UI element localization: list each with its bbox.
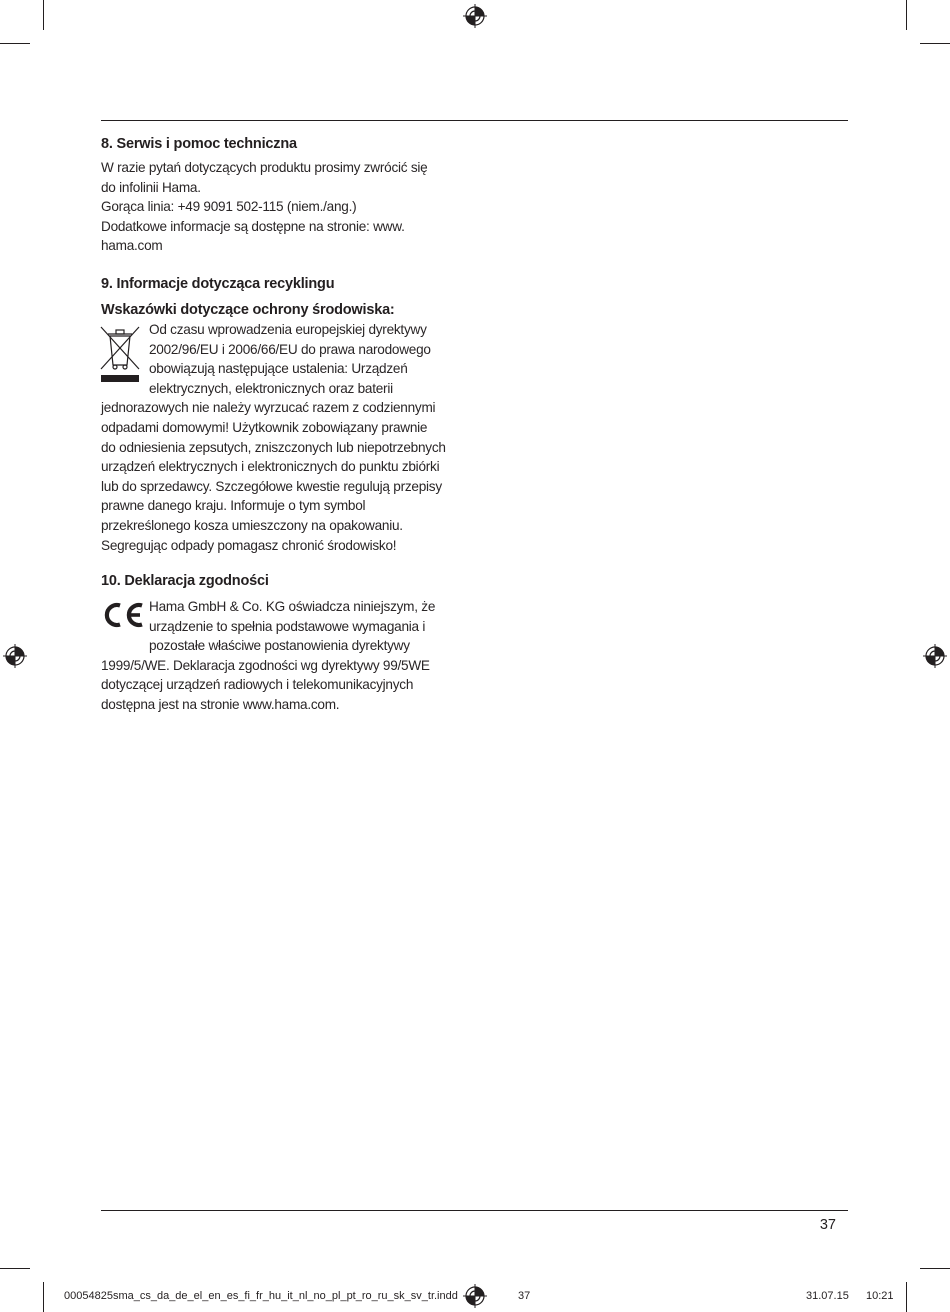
crop-mark-bottom-right-v [906,1282,907,1312]
body-line: jednorazowych nie należy wyrzucać razem z codziennymi [101,400,436,416]
section-body [101,158,463,256]
body-line: obowiązują następujące ustalenia: Urządzeń [149,361,408,377]
body-line: elektrycznych, elektronicznych oraz baterii [149,380,393,396]
section-heading: 8. Serwis i pomoc techniczna [101,136,297,152]
section-heading: 10. Deklaracja zgodności [101,573,269,589]
body-line: Hama GmbH & Co. KG oświadcza niniejszym, że [149,599,436,614]
body-line: 1999/5/WE. Deklaracja zgodności wg dyrektywy 99/5WE [101,657,430,673]
body-line: lub do sprzedawcy. Szczegółowe kwestie regulują przepisy [101,478,442,494]
crossed-bin-icon [99,323,141,385]
page-number: 37 [819,1217,836,1233]
print-date: 31.07.15 [806,1290,849,1302]
footer-rule [101,1210,848,1211]
body-line: W razie pytań dotyczących produktu prosimy zwrócić się [101,160,428,175]
body-line: Dodatkowe informacje są dostępne na stronie: www. [101,218,405,234]
body-line: 2002/96/EU i 2006/66/EU do prawa narodowego [149,341,431,357]
section-heading: 9. Informacje dotycząca recyklingu [101,276,335,292]
crop-mark-bottom-right-h [920,1268,950,1269]
registration-mark-icon [923,644,947,668]
body-line: hama.com [101,238,163,254]
registration-mark-icon [463,4,487,28]
registration-mark-icon [463,1284,487,1308]
section-service [101,134,463,256]
body-line: prawne danego kraju. Informuje o tym symbol [101,498,366,514]
crop-mark-top-left-h [0,43,30,44]
body-line: do odniesienia zepsutych, zniszczonych lub niepotrzebnych [101,439,446,455]
body-line: pozostałe właściwe postanowienia dyrektywy [149,638,410,654]
crop-mark-top-right-v [906,0,907,30]
header-rule [101,120,848,121]
print-time: 10:21 [866,1290,894,1302]
ce-mark-icon [101,602,145,628]
registration-mark-icon [3,644,27,668]
crop-mark-bottom-left-h [0,1268,30,1269]
body-line: dotyczącej urządzeń radiowych i telekomunikacyjnych [101,677,414,693]
section-conformity [101,571,463,715]
body-line: urządzenie to spełnia podstawowe wymagania i [149,618,426,634]
body-line: Od czasu wprowadzenia europejskiej dyrektywy [149,322,427,337]
body-line: przekreślonego kosza umieszczony na opakowaniu. [101,517,403,533]
crop-mark-bottom-left-v [43,1282,44,1312]
body-line: Segregując odpady pomagasz chronić środowisko! [101,537,397,553]
print-page: 37 [518,1290,531,1302]
section-subheading: Wskazówki dotyczące ochrony środowiska: [101,302,395,318]
crop-mark-top-left-v [43,0,44,30]
body-line: urządzeń elektrycznych i elektronicznych do punktu zbiórki [101,459,440,475]
body-line: do infolinii Hama. [101,179,201,195]
section-body [101,597,463,715]
section-body [101,320,463,555]
print-filename: 00054825sma_cs_da_de_el_en_es_fi_fr_hu_it_nl_no_pl_pt_ro_ru_sk_sv_tr.indd [64,1290,458,1302]
crop-mark-top-right-h [920,43,950,44]
body-line: dostępna jest na stronie www.hama.com. [101,696,340,712]
section-recycling [101,274,463,555]
body-line: Gorąca linia: +49 9091 502-115 (niem./ang.) [101,199,357,215]
body-line: odpadami domowymi! Użytkownik zobowiązany prawnie [101,419,428,435]
